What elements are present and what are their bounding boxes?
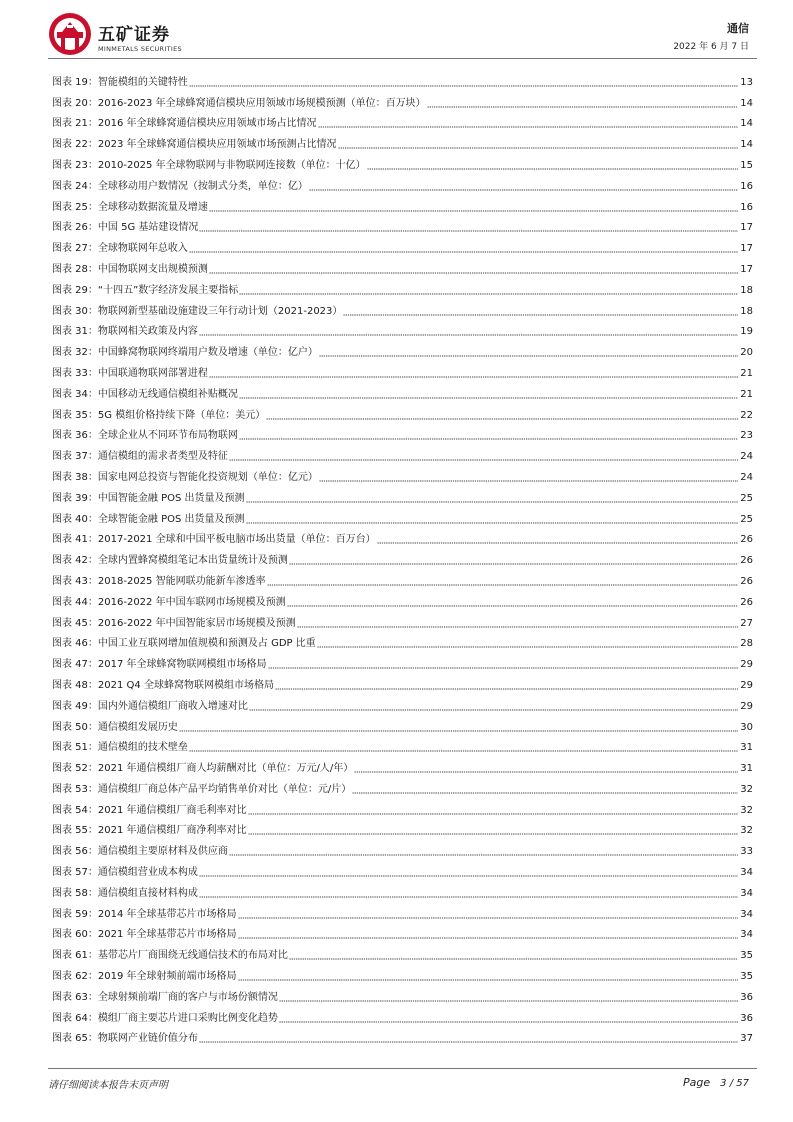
toc-dot-leader [318,126,738,128]
toc-entry[interactable] [52,68,753,89]
toc-entry-title: 图表 38：国家电网总投资与智能化投资规划（单位：亿元） [52,471,318,483]
toc-dot-leader [199,1041,738,1043]
toc-entry-page: 31 [740,742,753,754]
toc-entry-title: 图表 55：2021 年通信模组厂商净利率对比 [52,825,247,837]
toc-entry[interactable] [52,567,753,588]
toc-dot-leader [319,480,738,482]
toc-entry-title: 图表 65：物联网产业链价值分布 [52,1033,198,1045]
toc-entry-title: 图表 32：中国蜂窝物联网终端用户数及增速（单位：亿户） [52,347,318,359]
toc-entry-title: 图表 20：2016-2023 年全球蜂窝通信模块应用领域市场规模预测（单位：百万块） [52,97,426,109]
toc-entry-page: 28 [740,638,753,650]
toc-dot-leader [289,563,738,565]
toc-entry-page: 26 [740,575,753,587]
toc-entry-title: 图表 24：全球移动用户数情况（按制式分类，单位：亿） [52,180,308,192]
toc-entry-page: 34 [740,908,753,920]
toc-dot-leader [238,979,738,981]
toc-entry-page: 32 [740,783,753,795]
toc-dot-leader [367,168,738,170]
toc-entry-title: 图表 60：2021 年全球基带芯片市场格局 [52,929,237,941]
toc-dot-leader [317,646,738,648]
toc-entry-title: 图表 47：2017 年全球蜂窝物联网模组市场格局 [52,659,267,671]
toc-entry[interactable] [52,297,753,318]
toc-dot-leader [289,958,738,960]
toc-entry-page: 34 [740,929,753,941]
toc-dot-leader [338,147,738,149]
toc-dot-leader [199,875,738,877]
toc-entry-title: 图表 50：通信模组发展历史 [52,721,178,733]
toc-entry-page: 35 [740,971,753,983]
toc-entry-page: 20 [740,347,753,359]
toc-entry-page: 25 [740,513,753,525]
toc-entry-title: 图表 48：2021 Q4 全球蜂窝物联网模组市场格局 [52,679,274,691]
toc-entry-page: 26 [740,596,753,608]
toc-entry[interactable] [52,526,753,547]
toc-dot-leader [199,334,738,336]
toc-entry-title: 图表 64：模组厂商主要芯片进口采购比例变化趋势 [52,1012,278,1024]
toc-entry[interactable] [52,151,753,172]
toc-entry-title: 图表 26：中国 5G 基站建设情况 [52,222,199,234]
toc-entry-page: 17 [740,222,753,234]
toc-entry-page: 17 [740,243,753,255]
toc-entry[interactable] [52,214,753,235]
toc-entry-page: 24 [740,451,753,463]
toc-entry[interactable] [52,193,753,214]
toc-entry[interactable] [52,234,753,255]
toc-dot-leader [199,230,738,232]
toc-entry[interactable] [52,1025,753,1046]
toc-dot-leader [249,709,738,711]
toc-dot-leader [189,750,738,752]
toc-entry-title: 图表 28：中国物联网支出规模预测 [52,263,208,275]
toc-entry-page: 21 [740,367,753,379]
footer-disclaimer: 请仔细阅读本报告末页声明 [48,1080,168,1091]
toc-entry-page: 33 [740,846,753,858]
toc-entry[interactable] [52,172,753,193]
toc-dot-leader [246,501,738,503]
toc-dot-leader [267,584,738,586]
toc-entry[interactable] [52,650,753,671]
toc-entry[interactable] [52,359,753,380]
toc-entry[interactable] [52,442,753,463]
toc-entry[interactable] [52,276,753,297]
toc-entry-page: 19 [740,326,753,338]
toc-entry-title: 图表 22：2023 年全球蜂窝通信模块应用领域市场预测占比情况 [52,139,337,151]
toc-entry[interactable] [52,338,753,359]
header-divider [48,58,757,59]
toc-dot-leader [189,251,738,253]
toc-entry[interactable] [52,900,753,921]
toc-entry-page: 14 [740,139,753,151]
toc-entry-title: 图表 27：全球物联网年总收入 [52,243,188,255]
toc-entry-page: 27 [740,617,753,629]
toc-entry-title: 图表 56：通信模组主要原材料及供应商 [52,846,228,858]
toc-entry[interactable] [52,609,753,630]
toc-entry[interactable] [52,941,753,962]
toc-entry-title: 图表 51：通信模组的技术壁垒 [52,742,188,754]
toc-entry-title: 图表 59：2014 年全球基带芯片市场格局 [52,908,237,920]
toc-entry[interactable] [52,588,753,609]
toc-dot-leader [377,542,738,544]
toc-dot-leader [199,896,738,898]
toc-dot-leader [239,438,738,440]
toc-dot-leader [268,667,738,669]
toc-entry-page: 37 [740,1033,753,1045]
toc-dot-leader [229,459,738,461]
toc-entry-page: 13 [740,76,753,88]
toc-dot-leader [238,937,738,939]
toc-entry[interactable] [52,879,753,900]
toc-entry-title: 图表 61：基带芯片厂商围绕无线通信技术的布局对比 [52,950,288,962]
toc-entry-title: 图表 37：通信模组的需求者类型及特征 [52,451,228,463]
toc-dot-leader [179,730,738,732]
toc-entry-page: 14 [740,118,753,130]
toc-entry-page: 25 [740,492,753,504]
toc-dot-leader [229,854,738,856]
toc-entry-page: 30 [740,721,753,733]
toc-entry-page: 22 [740,409,753,421]
toc-entry-page: 29 [740,659,753,671]
minmetals-logo-icon [48,12,92,56]
page-word: Page [683,1076,711,1089]
toc-dot-leader [354,771,738,773]
toc-entry[interactable] [52,775,753,796]
brand-name: 五矿证券 [98,25,170,45]
toc-dot-leader [248,813,738,815]
footer-page-info [683,1076,749,1089]
toc-entry[interactable] [52,754,753,775]
toc-entry-title: 图表 19：智能模组的关键特性 [52,76,188,88]
toc-entry-page: 18 [740,284,753,296]
toc-dot-leader [189,85,738,87]
toc-entry-page: 14 [740,97,753,109]
toc-entry-page: 18 [740,305,753,317]
toc-entry[interactable] [52,401,753,422]
toc-entry-title: 图表 43：2018-2025 智能网联功能新车渗透率 [52,575,266,587]
toc-entry[interactable] [52,713,753,734]
toc-entry-title: 图表 36：全球企业从不同环节布局物联网 [52,430,238,442]
toc-entry-title: 图表 62：2019 年全球射频前端市场格局 [52,971,237,983]
toc-entry-page: 34 [740,867,753,879]
toc-entry-page: 31 [740,763,753,775]
toc-entry-title: 图表 46：中国工业互联网增加值规模和预测及占 GDP 比重 [52,638,316,650]
toc-entry-title: 图表 41：2017-2021 全球和中国平板电脑市场出货量（单位：百万台） [52,534,376,546]
toc-entry[interactable] [52,130,753,151]
toc-entry[interactable] [52,505,753,526]
toc-entry[interactable] [52,546,753,567]
toc-entry[interactable] [52,630,753,651]
toc-dot-leader [297,626,738,628]
toc-entry-title: 图表 44：2016-2022 年中国车联网市场规模及预测 [52,596,286,608]
toc-entry-page: 36 [740,991,753,1003]
toc-entry[interactable] [52,817,753,838]
toc-entry[interactable] [52,962,753,983]
toc-entry[interactable] [52,983,753,1004]
toc-entry-title: 图表 30：物联网新型基础设施建设三年行动计划（2021-2023） [52,305,343,317]
page-number: 3 / 57 [720,1078,749,1089]
toc-entry[interactable] [52,671,753,692]
toc-entry-title: 图表 25：全球移动数据流量及增速 [52,201,208,213]
toc-dot-leader [246,522,738,524]
toc-entry-title: 图表 54：2021 年通信模组厂商毛利率对比 [52,804,247,816]
toc-dot-leader [275,688,738,690]
toc-entry[interactable] [52,380,753,401]
toc-entry-page: 23 [740,430,753,442]
toc-dot-leader [319,355,738,357]
toc-entry[interactable] [52,734,753,755]
toc-entry[interactable] [52,484,753,505]
toc-entry-page: 36 [740,1012,753,1024]
toc-entry[interactable] [52,858,753,879]
toc-entry[interactable] [52,110,753,131]
toc-entry-title: 图表 53：通信模组厂商总体产品平均销售单价对比（单位：元/片） [52,783,352,795]
toc-dot-leader [209,272,738,274]
toc-entry-title: 图表 49：国内外通信模组厂商收入增速对比 [52,700,248,712]
toc-entry[interactable] [52,463,753,484]
toc-entry-title: 图表 39：中国智能金融 POS 出货量及预测 [52,492,245,504]
toc-dot-leader [266,418,738,420]
toc-entry-page: 32 [740,825,753,837]
toc-entry-page: 16 [740,180,753,192]
toc-entry-title: 图表 23：2010-2025 年全球物联网与非物联网连接数（单位：十亿） [52,159,366,171]
toc-entry-page: 35 [740,950,753,962]
brand-name-english: MINMETALS SECURITIES [98,45,182,53]
toc-entry-page: 34 [740,887,753,899]
toc-entry[interactable] [52,422,753,443]
toc-dot-leader [343,314,738,316]
toc-entry-title: 图表 31：物联网相关政策及内容 [52,326,198,338]
toc-entry[interactable] [52,837,753,858]
toc-entry-title: 图表 52：2021 年通信模组厂商人均薪酬对比（单位：万元/人/年） [52,763,354,775]
industry-label: 通信 [727,22,749,35]
toc-entry[interactable] [52,255,753,276]
toc-entry-title: 图表 33：中国联通物联网部署进程 [52,367,208,379]
toc-dot-leader [287,605,738,607]
toc-entry-page: 29 [740,679,753,691]
toc-entry[interactable] [52,692,753,713]
toc-entry-page: 32 [740,804,753,816]
footer-divider [48,1068,757,1069]
toc-dot-leader [309,189,738,191]
toc-dot-leader [279,1000,738,1002]
toc-dot-leader [209,376,738,378]
toc-entry[interactable] [52,796,753,817]
toc-dot-leader [427,106,738,108]
toc-entry-page: 16 [740,201,753,213]
toc-entry-title: 图表 29：“十四五”数字经济发展主要指标 [52,284,239,296]
toc-entry-page: 17 [740,263,753,275]
page-header [0,0,793,70]
toc-dot-leader [239,293,738,295]
toc-entry-title: 图表 58：通信模组直接材料构成 [52,887,198,899]
toc-entry-title: 图表 45：2016-2022 年中国智能家居市场规模及预测 [52,617,296,629]
toc-entry-page: 24 [740,471,753,483]
toc-entry-page: 15 [740,159,753,171]
toc-entry-page: 29 [740,700,753,712]
toc-entry-page: 21 [740,388,753,400]
toc-entry-page: 26 [740,555,753,567]
toc-entry[interactable] [52,89,753,110]
toc-entry-title: 图表 42：全球内置蜂窝模组笔记本出货量统计及预测 [52,555,288,567]
report-date: 2022 年 6 月 7 日 [673,42,749,52]
toc-entry[interactable] [52,1004,753,1025]
toc-dot-leader [248,833,738,835]
toc-dot-leader [209,210,738,212]
toc-dot-leader [352,792,738,794]
toc-entry-title: 图表 21：2016 年全球蜂窝通信模块应用领域市场占比情况 [52,118,317,130]
figure-index-list [52,68,753,1045]
toc-dot-leader [279,1021,738,1023]
toc-entry-title: 图表 35：5G 模组价格持续下降（单位：美元） [52,409,266,421]
toc-entry-title: 图表 57：通信模组营业成本构成 [52,867,198,879]
toc-dot-leader [238,917,738,919]
toc-entry-title: 图表 34：中国移动无线通信模组补贴概况 [52,388,238,400]
toc-entry[interactable] [52,921,753,942]
toc-entry[interactable] [52,318,753,339]
toc-entry-title: 图表 63：全球射频前端厂商的客户与市场份额情况 [52,991,278,1003]
toc-entry-title: 图表 40：全球智能金融 POS 出货量及预测 [52,513,245,525]
toc-entry-page: 26 [740,534,753,546]
toc-dot-leader [239,397,738,399]
